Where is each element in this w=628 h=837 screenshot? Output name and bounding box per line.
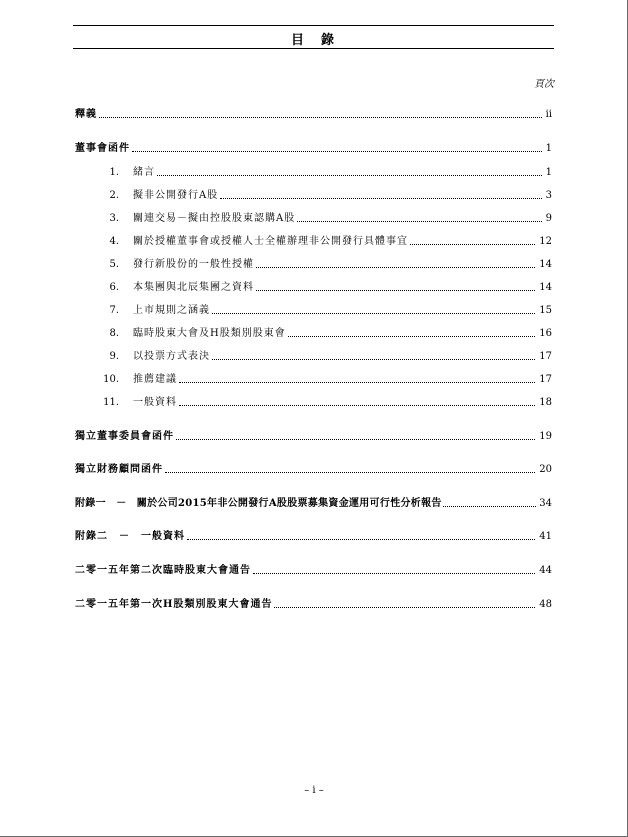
page-title: 目 錄 <box>290 33 336 48</box>
toc-entry-number: 8. <box>109 328 119 339</box>
toc-entry-label: 以投票方式表決 <box>133 351 210 362</box>
toc-entry-label: 本集團與北辰集團之資料 <box>133 282 254 293</box>
toc-subentry[interactable] <box>89 395 552 409</box>
toc-entry-number: 6. <box>109 282 119 293</box>
toc-entry-appendix-two[interactable] <box>75 529 552 543</box>
dot-leader <box>212 313 535 314</box>
toc-entry-page: 14 <box>539 282 552 293</box>
toc-entry-label: 推薦建議 <box>133 374 177 385</box>
title-rule-top <box>73 25 554 26</box>
toc-entry-label: 釋義 <box>75 109 97 120</box>
dot-leader <box>187 539 535 540</box>
toc-entry-label: 獨立財務顧問函件 <box>75 464 163 475</box>
dot-leader <box>179 405 535 406</box>
toc-entry-page: 1 <box>545 167 552 178</box>
toc-entry-label: 二零一五年第一次H股類別股東大會通告 <box>75 599 273 610</box>
toc-entry-page: 17 <box>539 351 552 362</box>
page-column-header: 頁次 <box>534 79 554 90</box>
dot-leader <box>288 336 536 337</box>
toc-subentry[interactable] <box>89 349 552 363</box>
toc-subentry[interactable] <box>89 372 552 386</box>
dot-leader <box>220 198 541 199</box>
dot-leader <box>274 607 535 608</box>
toc-entry-page: ii <box>545 109 552 120</box>
toc-entry-page: 34 <box>539 498 552 509</box>
dot-leader <box>165 472 535 473</box>
toc-subentry[interactable] <box>89 234 552 248</box>
title-rule-bottom <box>73 48 554 49</box>
toc-entry-label: 董事會函件 <box>75 143 130 154</box>
dot-leader <box>443 506 537 507</box>
toc-entry-egm-notice[interactable] <box>75 563 552 577</box>
toc-entry-label: 關於授權董事會或授權人士全權辦理非公開發行具體事宜 <box>133 236 408 247</box>
toc-entry-label: 擬非公開發行A股 <box>133 190 219 201</box>
toc-entry-label: 二零一五年第二次臨時股東大會通告 <box>75 565 251 576</box>
dot-leader <box>410 244 535 245</box>
toc-entry-number: 4. <box>109 236 119 247</box>
dot-leader <box>179 382 535 383</box>
dot-leader <box>256 267 535 268</box>
toc-entry-page: 14 <box>539 259 552 270</box>
dot-leader <box>297 221 541 222</box>
dot-leader <box>253 573 535 574</box>
toc-entry-label: 上市規則之涵義 <box>133 305 210 316</box>
toc-subentry[interactable] <box>89 326 552 340</box>
toc-entry-number: 3. <box>109 213 119 224</box>
dot-leader <box>157 175 542 176</box>
toc-entry-label: 發行新股份的一般性授權 <box>133 259 254 270</box>
toc-subentry[interactable] <box>89 257 552 271</box>
page-number-footer: – i – <box>304 785 324 796</box>
dot-leader <box>212 359 535 360</box>
toc-entry-board-letter[interactable] <box>75 141 552 155</box>
toc-subentry[interactable] <box>89 188 552 202</box>
toc-entry-label: 關連交易－擬由控股股東認購A股 <box>133 213 296 224</box>
toc-subentry[interactable] <box>89 280 552 294</box>
dot-leader <box>99 117 542 118</box>
toc-entry-page: 15 <box>539 305 552 316</box>
toc-entry-page: 3 <box>545 190 552 201</box>
toc-entry-page: 48 <box>539 599 552 610</box>
toc-entry-number: 5. <box>109 259 119 270</box>
toc-entry-ifa-letter[interactable] <box>75 462 552 476</box>
toc-entry-page: 17 <box>539 374 552 385</box>
toc-entry-number: 9. <box>109 351 119 362</box>
toc-entry-page: 1 <box>545 143 552 154</box>
toc-subentry[interactable] <box>89 211 552 225</box>
toc-entry-label: 緒言 <box>133 167 155 178</box>
toc-entry-number: 7. <box>109 305 119 316</box>
toc-entry-label: 一般資料 <box>133 397 177 408</box>
toc-entry-label: 臨時股東大會及H股類別股東會 <box>133 328 286 339</box>
toc-entry-page: 44 <box>539 565 552 576</box>
toc-entry-page: 20 <box>539 464 552 475</box>
toc-entry-number: 11. <box>103 397 119 408</box>
dot-leader <box>132 151 542 152</box>
toc-entry-page: 19 <box>539 431 552 442</box>
toc-entry-label: 獨立董事委員會函件 <box>75 431 174 442</box>
toc-entry-label: 附錄二 － 一般資料 <box>75 531 185 542</box>
toc-entry-definitions[interactable] <box>75 107 552 121</box>
toc-entry-page: 12 <box>539 236 552 247</box>
toc-entry-number: 2. <box>109 190 119 201</box>
toc-entry-number: 10. <box>103 374 119 385</box>
toc-subentry[interactable] <box>89 165 552 179</box>
toc-entry-page: 41 <box>539 531 552 542</box>
toc-subentry[interactable] <box>89 303 552 317</box>
toc-entry-number: 1. <box>109 167 119 178</box>
toc-entry-appendix-one[interactable] <box>75 496 552 510</box>
toc-entry-h-class-notice[interactable] <box>75 597 552 611</box>
dot-leader <box>176 439 535 440</box>
toc-entry-page: 9 <box>545 213 552 224</box>
dot-leader <box>256 290 535 291</box>
toc-entry-page: 16 <box>539 328 552 339</box>
toc-entry-page: 18 <box>539 397 552 408</box>
toc-entry-label: 附錄一 － 關於公司2015年非公開發行A股股票募集資金運用可行性分析報告 <box>75 498 442 509</box>
toc-entry-ibc-letter[interactable] <box>75 429 552 443</box>
